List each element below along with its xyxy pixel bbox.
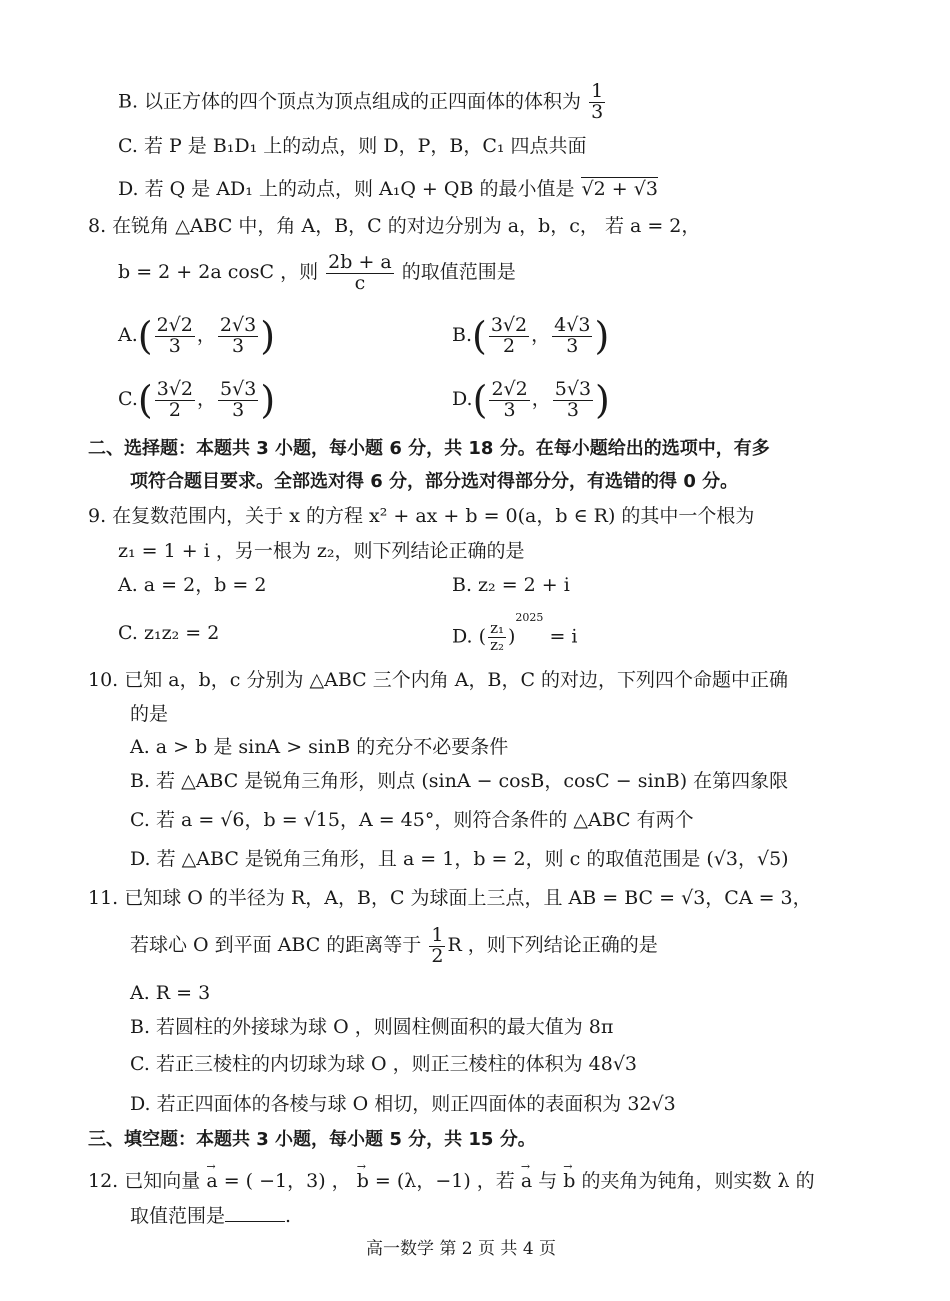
q11-stem-line2 [130,920,658,970]
q12-text-pre: 12. 已知向量 [88,1170,201,1192]
fraction-numerator: 2√2 [491,377,528,400]
fraction-denominator: 3 [232,334,245,357]
fraction-denominator: c [354,271,366,294]
interval-lower-fraction [489,377,529,421]
q11-option-a: A. R = 3 [130,982,211,1004]
fraction-numerator: 1 [591,80,604,102]
open-paren: ( [472,314,487,358]
open-paren: ( [137,378,153,422]
q10-option-a: A. a > b 是 sinA > sinB 的充分不必要条件 [130,736,509,758]
q9-option-d: D. ( $\frac{\text{z₁}}{\text{z₂}}$ )$^{2025}$ = i [452,611,578,654]
vector-b: → b [357,1168,369,1194]
fraction-denominator: 2 [168,398,181,421]
comma: ， [531,388,551,410]
interval-upper-fraction [552,313,592,357]
fraction-denominator: 2 [431,944,444,967]
q10-option-d: D. 若 △ABC 是锐角三角形，且 a = 1，b = 2，则 c 的取值范围是 (√3，√5) [130,848,789,870]
q11-option-b: B. 若圆柱的外接球为球 O ，则圆柱侧面积的最大值为 8π [130,1016,614,1038]
page-footer: 高一数学 第 2 页 共 4 页 [366,1239,557,1259]
interval-upper-fraction [218,313,258,357]
interval-lower-fraction [155,377,195,421]
q12-text-part2: = (λ，−1) ，若 [374,1170,515,1192]
q12-stem-line2 [130,1203,291,1229]
q12-line2-text: 取值范围是 [130,1205,226,1227]
q12-text-part1: = ( −1，3) ， [223,1170,351,1192]
q8-option-d [452,374,610,424]
fraction-numerator: 2b + a [328,250,392,273]
q10-stem-line1: 10. 已知 a，b，c 分别为 △ABC 三个内角 A，B，C 的对边，下列四个命题中正确 [88,669,789,691]
q11-fraction [429,923,445,967]
fraction-numerator: 4√3 [554,313,591,336]
q10-option-b: B. 若 △ABC 是锐角三角形，则点 (sinA − cosB，cosC − sinB) 在第四象限 [130,770,789,792]
vector-a: → a [206,1168,217,1194]
fraction-numerator: 2√3 [219,313,257,336]
q9-option-a: A. a = 2，b = 2 [118,574,267,596]
interval-upper-fraction [553,377,593,421]
q8-option-b [452,310,609,360]
q11-stem-line2-pre: 若球心 O 到平面 ABC 的距离等于 [130,934,422,956]
q9-option-b: B. z₂ = 2 + i [452,574,570,596]
close-paren: ) [594,314,610,358]
fraction-denominator: 3 [591,100,604,123]
fraction-numerator: 5√3 [554,377,592,400]
vector-b-ref: → b [563,1168,575,1194]
q8-option-c [118,374,275,424]
option-label: A. [118,324,138,346]
interval-lower-fraction [489,313,529,357]
interval-upper-fraction [218,377,258,421]
q8-stem-line2-pre: b = 2 + 2a cosC ，则 [118,261,319,283]
answer-blank[interactable] [225,1203,285,1222]
comma: ， [197,388,217,410]
section2-heading-line1: 二、选择题：本题共 3 小题，每小题 6 分，共 18 分。在每小题给出的选项中，有多 [88,438,770,459]
close-paren: ) [260,314,276,358]
q9-stem-line2: z₁ = 1 + i ，另一根为 z₂，则下列结论正确的是 [118,540,525,562]
fraction-denominator: 3 [566,334,579,357]
q9-option-d-exponent: 2025 [515,611,544,624]
q12-text-part4: 的夹角为钝角，则实数 λ 的 [581,1170,815,1192]
fraction-denominator: 3 [503,398,516,421]
fraction-numerator: 5√3 [220,377,257,400]
q7-option-d [118,176,658,202]
fraction-numerator: 1 [431,923,444,946]
q11-option-d: D. 若正四面体的各棱与球 O 相切，则正四面体的表面积为 32√3 [130,1093,676,1115]
fraction-numerator: 3√2 [490,313,528,336]
option-label: C. [118,388,138,410]
q11-stem-line1: 11. 已知球 O 的半径为 R，A，B，C 为球面上三点，且 AB = BC = √3，CA = 3， [88,887,812,909]
close-paren: ) [260,378,276,422]
fraction-numerator: z₁ [490,619,504,638]
fraction-denominator: 3 [232,398,245,421]
q7-option-d-value: √2 + √3 [581,178,658,200]
q12-line2-end: . [285,1205,292,1227]
q8-stem-line2 [118,247,516,297]
q12-text-part3: 与 [538,1170,558,1192]
q10-option-c: C. 若 a = √6，b = √15，A = 45°，则符合条件的 △ABC 有两个 [130,809,694,831]
q9-stem-line1: 9. 在复数范围内，关于 x 的方程 x² + ax + b = 0(a，b ∈ R) 的其中一个根为 [88,505,755,527]
open-paren: ( [472,378,488,422]
fraction-denominator: 2 [502,334,516,357]
close-paren: ) [595,378,610,422]
q11-option-c: C. 若正三棱柱的内切球为球 O ，则正三棱柱的体积为 48√3 [130,1053,638,1075]
vector-a-ref: → a [521,1168,532,1194]
option-label: D. [452,388,473,410]
fraction-numerator: 2√2 [156,313,193,336]
q7-option-b-fraction [589,82,605,123]
section3-heading: 三、填空题：本题共 3 小题，每小题 5 分，共 15 分。 [88,1129,536,1150]
q7-option-c: C. 若 P 是 B₁D₁ 上的动点，则 D，P，B，C₁ 四点共面 [118,135,587,157]
q12-stem-line1 [88,1168,815,1194]
q11-stem-line2-post: R ，则下列结论正确的是 [447,934,658,956]
q7-option-d-text: D. 若 Q 是 AD₁ 上的动点，则 A₁Q + QB 的最小值是 [118,178,575,200]
q9-option-d-label: D. ( [452,625,487,648]
q10-stem-line2: 的是 [130,703,169,725]
q7-option-b [118,82,607,123]
open-paren: ( [137,314,153,358]
q9-option-d-fraction [488,621,506,654]
interval-lower-fraction [155,313,195,357]
q8-stem-line1: 8. 在锐角 △ABC 中，角 A，B，C 的对边分别为 a，b，c， 若 a = 2， [88,215,701,237]
q8-fraction [326,250,394,294]
option-label: B. [452,324,473,346]
fraction-denominator: 3 [566,398,579,421]
fraction-denominator: 3 [168,334,181,357]
q7-option-b-text: B. 以正方体的四个顶点为顶点组成的正四面体的体积为 [118,90,582,113]
fraction-numerator: 3√2 [156,377,194,400]
q9-option-c: C. z₁z₂ = 2 [118,622,220,644]
q8-option-a [118,310,275,360]
section2-heading-line2: 项符合题目要求。全部选对得 6 分，部分选对得部分分，有选错的得 0 分。 [130,471,739,492]
q8-stem-line2-post: 的取值范围是 [401,261,516,283]
fraction-denominator: z₂ [490,635,504,654]
comma: ， [531,324,551,346]
comma: ， [196,324,216,346]
q9-option-d-post: = i [549,625,578,648]
